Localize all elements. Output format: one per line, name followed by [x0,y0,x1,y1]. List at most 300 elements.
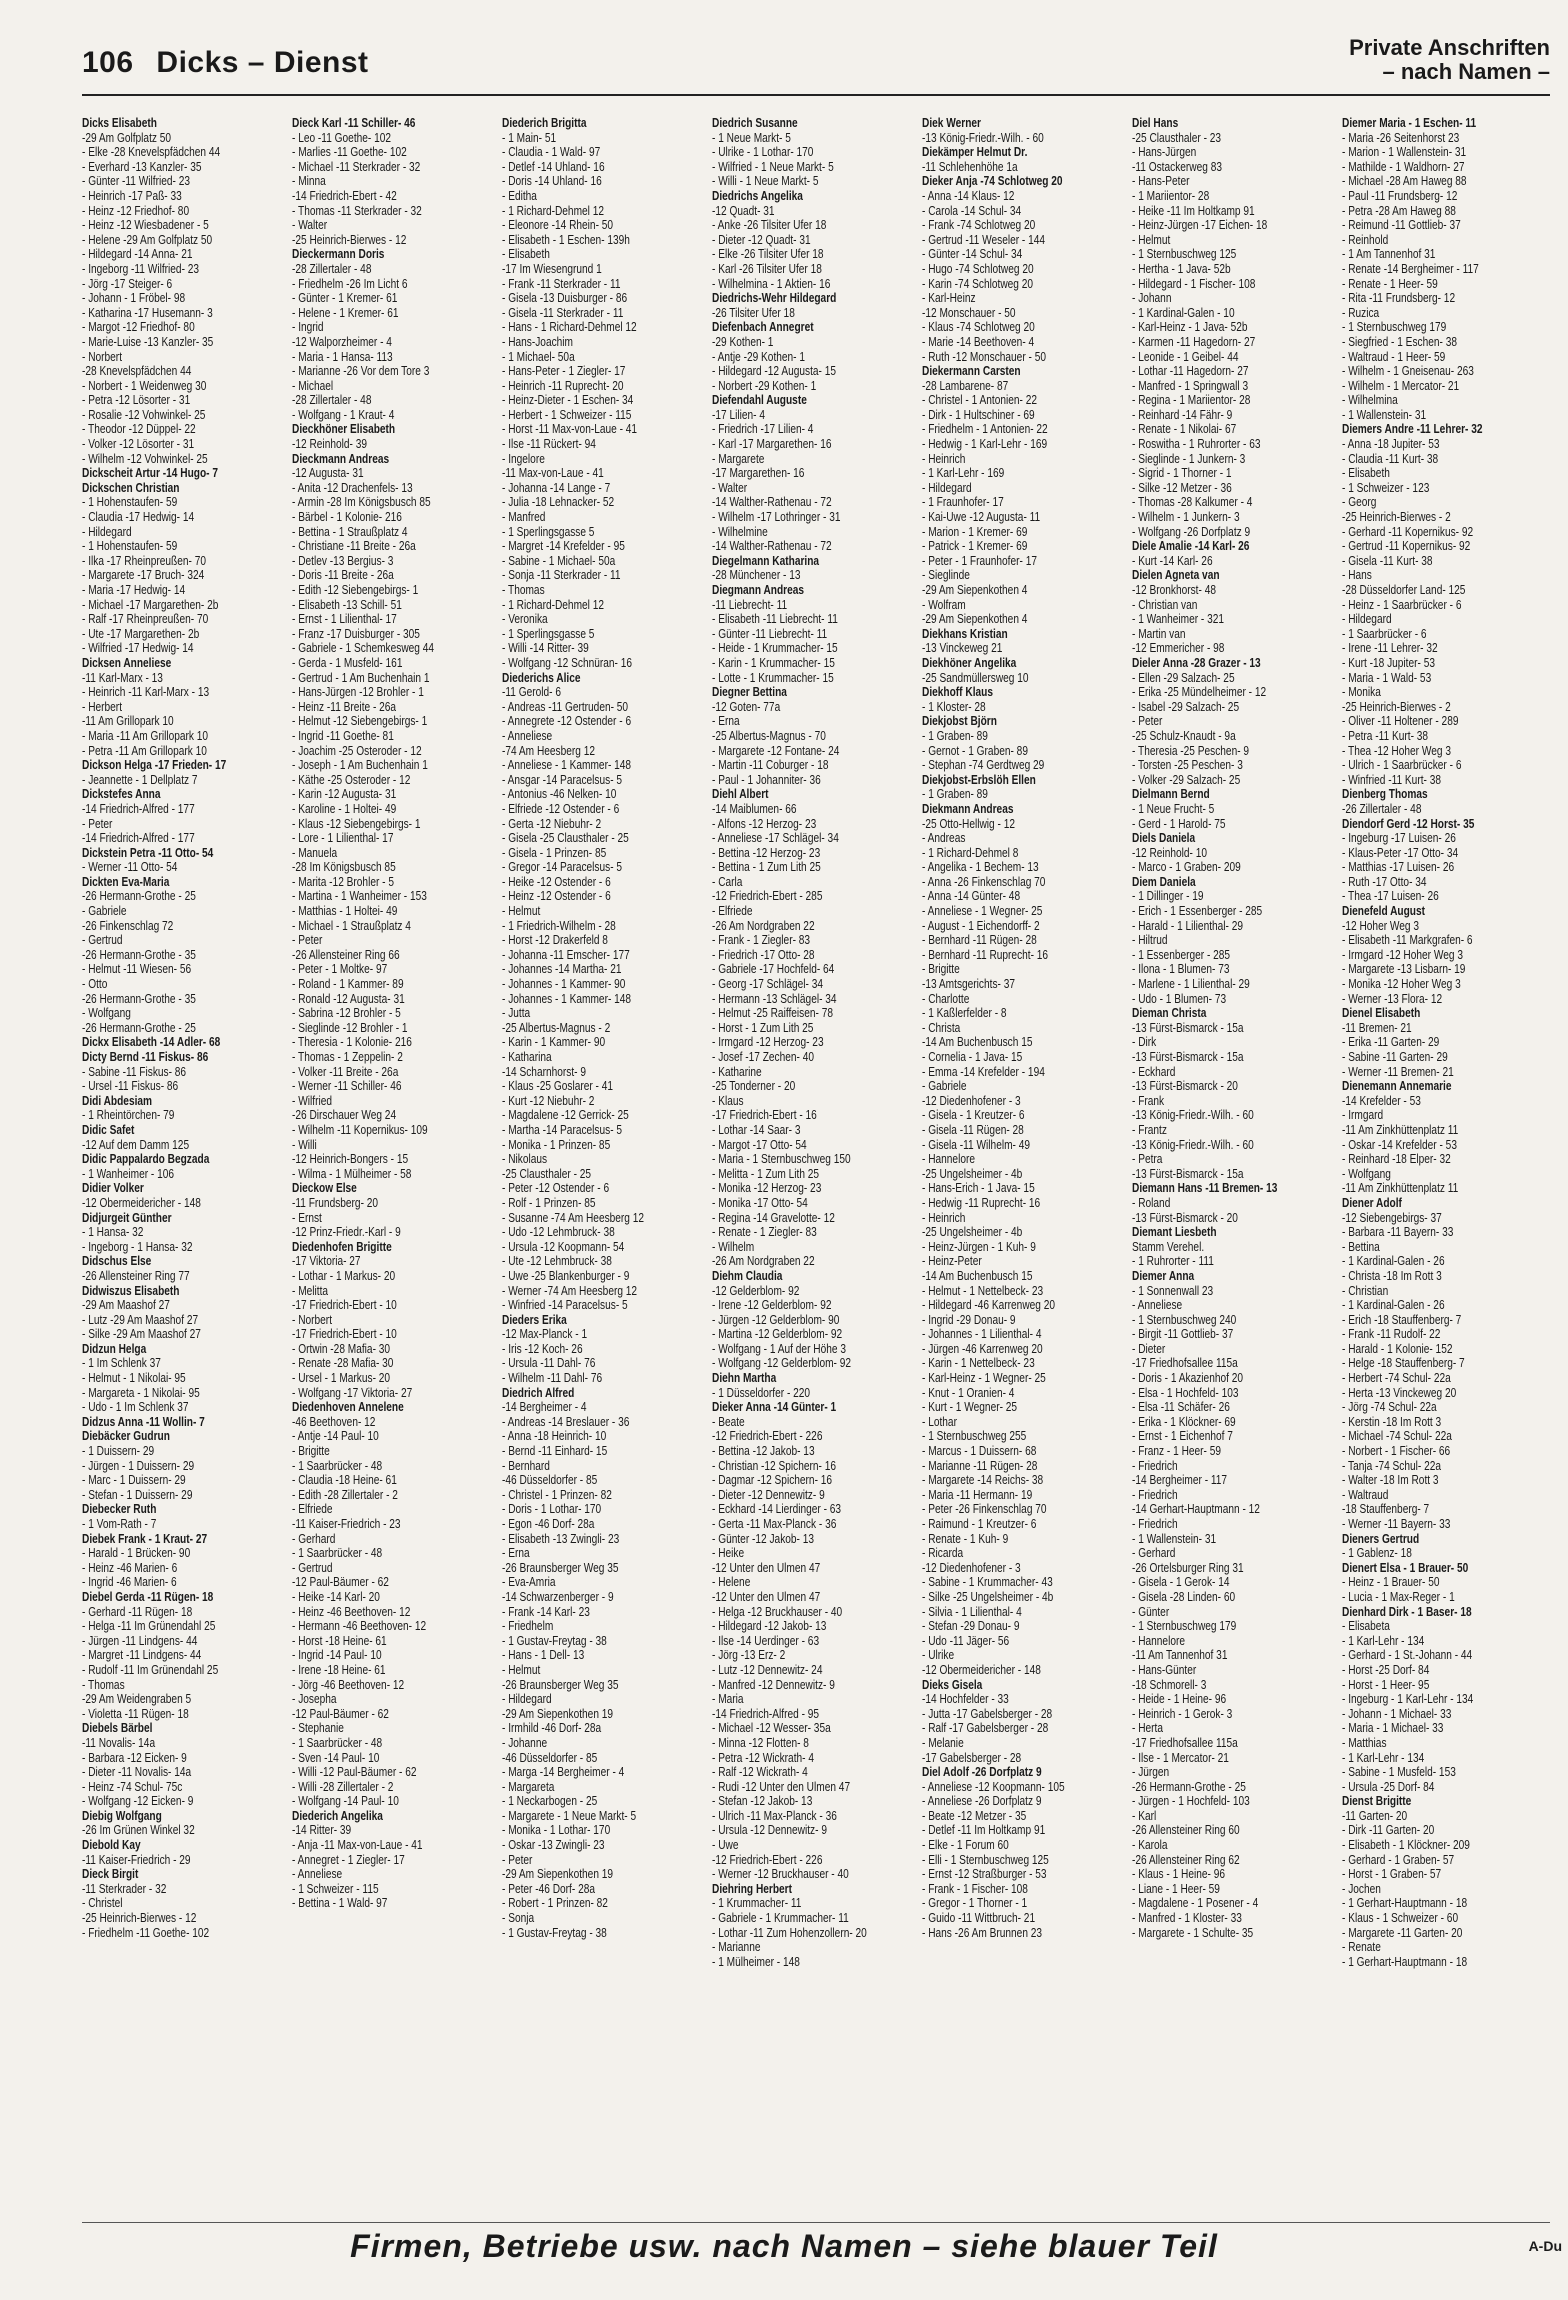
listing-entry: - Peter [502,1852,533,1867]
listing-entry: - Manfred - 1 Kloster- 33 [1132,1911,1242,1926]
listing-entry: - 1 Kardinal-Galen - 26 [1342,1298,1445,1313]
listing-entry: - Kurt - 1 Wegner- 25 [922,1400,1018,1415]
listing-entry: - Karin - 1 Kammer- 90 [502,1035,606,1050]
listing-entry: - Gerhard -11 Kopernikus- 92 [1342,524,1474,539]
listing-entry: - Werner -11 Otto- 54 [82,860,178,875]
listing-entry: - Lotte - 1 Krummacher- 15 [712,670,834,685]
listing-entry: - Wolfgang [1342,1166,1391,1181]
listing-entry: - Peter -46 Dorf- 28a [502,1881,595,1896]
listing-entry: - 1 Wallenstein- 31 [1342,407,1427,422]
footer-section-mark: A-Du [1528,2238,1562,2254]
listing-entry: - Doris -11 Breite - 26a [292,568,394,583]
listing-entry: - Ronald -12 Augusta- 31 [292,991,405,1006]
listing-entry: - Johannes - 1 Lilienthal- 4 [922,1327,1042,1342]
listing-entry: - Maria -11 Hermann- 19 [922,1487,1033,1502]
listing-entry: - Veronika [502,612,548,627]
listing-entry: - Heinz -74 Schul- 75c [82,1779,183,1794]
surname-entry: Didjurgeit Günther [82,1210,172,1225]
listing-entry: - Marita -12 Brohler - 5 [292,874,394,889]
listing-entry: - Harald - 1 Kolonie- 152 [1342,1341,1453,1356]
listing-entry: -26 Allensteiner Ring 62 [1132,1852,1240,1867]
listing-entry: - Claudia -17 Hedwig- 14 [82,510,195,525]
listing-entry: - Wilhelm -11 Kopernikus- 109 [292,1122,428,1137]
surname-entry: Didic Safet [82,1122,135,1137]
listing-entry: - Patrick - 1 Kremer- 69 [922,539,1028,554]
listing-entry: - Uwe -25 Blankenburger - 9 [502,1268,630,1283]
surname-entry: Diem Daniela [1132,874,1196,889]
listing-entry: - Frank -14 Karl- 23 [502,1604,590,1619]
listing-entry: -25 Tonderner - 20 [712,1079,796,1094]
listing-entry: - Lothar [922,1414,957,1429]
listing-entry: - Charlotte [922,991,970,1006]
listing-entry: - Georg -17 Schlägel- 34 [712,977,824,992]
surname-entry: Dieckhöner Elisabeth [292,422,396,437]
listing-entry: - Wolfgang -26 Dorfplatz 9 [1132,524,1251,539]
listing-entry: - Karl-Heinz - 1 Wegner- 25 [922,1371,1046,1386]
listing-entry: - Annegrete -12 Ostender - 6 [502,714,632,729]
listing-entry: -26 Zillertaler - 48 [1342,801,1422,816]
listing-entry: - Hannelore [1132,1633,1185,1648]
listing-entry: - Carola -14 Schul- 34 [922,203,1022,218]
listing-entry: - Martina -12 Gelderblom- 92 [712,1327,843,1342]
listing-entry: - Dirk - 1 Hultschiner - 69 [922,407,1035,422]
listing-entry: - Wilhelmina [1342,393,1398,408]
listing-entry: - Johanna -14 Lange - 7 [502,480,611,495]
listing-entry: - Jürgen -12 Gelderblom- 90 [712,1312,840,1327]
listing-entry: -29 Am Weidengraben 5 [82,1692,192,1707]
listing-entry: - Theresia - 1 Kolonie- 216 [292,1035,412,1050]
listing-entry: - Ulrike [922,1648,955,1663]
listing-entry: - Magdalene - 1 Posener - 4 [1132,1896,1259,1911]
listing-entry: -25 Clausthaler - 25 [502,1166,592,1181]
listing-entry: - Hildegard -12 Augusta- 15 [712,364,837,379]
listing-entry: -11 Frundsberg- 20 [292,1195,379,1210]
listing-entry: - Renate [1342,1940,1381,1955]
directory-columns [82,116,1548,2211]
listing-entry: - Ulrich - 1 Saarbrücker - 6 [1342,758,1462,773]
directory-column [1342,116,1546,2211]
listing-entry: - Josepha [292,1692,337,1707]
listing-entry: - Margareta - 1 Nikolai- 95 [82,1385,200,1400]
listing-entry: - Kurt -18 Jupiter- 53 [1342,655,1435,670]
listing-entry: - Klaus - 1 Schweizer - 60 [1342,1911,1459,1926]
listing-entry: - Erika - 1 Klöckner- 69 [1132,1414,1236,1429]
listing-entry: - Udo -11 Jäger- 56 [922,1633,1010,1648]
surname-entry: Diebels Bärbel [82,1721,153,1736]
listing-entry: - Anita -12 Drachenfels- 13 [292,480,413,495]
listing-entry: - Stefan -12 Jakob- 13 [712,1794,813,1809]
listing-entry: - Stephanie [292,1721,344,1736]
listing-entry: - Gabriele - 1 Krummacher- 11 [712,1911,849,1926]
listing-entry: - Karoline - 1 Holtei- 49 [292,801,397,816]
listing-entry: - Andreas -14 Breslauer - 36 [502,1414,630,1429]
listing-entry: -28 Zillertaler - 48 [292,261,372,276]
listing-entry: - Jürgen -46 Karrenweg 20 [922,1341,1043,1356]
listing-entry: - Hertha - 1 Java- 52b [1132,261,1231,276]
listing-entry: - Anneliese -17 Schlägel- 34 [712,831,839,846]
listing-entry: -12 Reinhold- 39 [292,437,367,452]
listing-entry: -14 Ritter- 39 [292,1823,352,1838]
listing-entry: - Gisela -28 Linden- 60 [1132,1589,1236,1604]
listing-entry: -12 Auf dem Damm 125 [82,1137,190,1152]
surname-entry: Didzun Helga [82,1341,147,1356]
listing-entry: - Heinz - 1 Brauer- 50 [1342,1575,1440,1590]
listing-entry: -12 Augusta- 31 [292,466,364,481]
listing-entry: - Manfred [502,510,546,525]
listing-entry: - Heinz-Jürgen -17 Eichen- 18 [1132,218,1268,233]
listing-entry: - Manuela [292,845,338,860]
listing-entry: -26 Braunsberger Weg 35 [502,1677,619,1692]
listing-entry: - 1 Kaßlerfelder - 8 [922,1006,1007,1021]
listing-entry: - Lutz -29 Am Maashof 27 [82,1312,199,1327]
listing-entry: - Johannes - 1 Kammer- 90 [502,977,626,992]
surname-entry: Dieckermann Doris [292,247,385,262]
surname-entry: Diele Amalie -14 Karl- 26 [1132,539,1250,554]
listing-entry: - Anke -26 Tilsiter Ufer 18 [712,218,827,233]
surname-entry: Dickstein Petra -11 Otto- 54 [82,845,214,860]
listing-entry: - 1 Duissern- 29 [82,1444,155,1459]
listing-entry: - Waltraud - 1 Heer- 59 [1342,349,1446,364]
surname-entry: Diehring Herbert [712,1881,793,1896]
listing-entry: - Heinz-Dieter - 1 Eschen- 34 [502,393,634,408]
listing-entry: - Elisabeth -11 Liebrecht- 11 [712,612,838,627]
listing-entry: - Willi - 1 Neue Markt- 5 [712,174,819,189]
listing-entry: -12 Obermeidericher - 148 [922,1662,1041,1677]
listing-entry: -13 Fürst-Bismarck - 20 [1132,1210,1238,1225]
listing-entry: - Gisela - 1 Gerok- 14 [1132,1575,1230,1590]
listing-entry: - Marlies -11 Goethe- 102 [292,145,407,160]
listing-entry: - Klaus - 1 Heine- 96 [1132,1867,1226,1882]
listing-entry: - Melitta [292,1283,329,1298]
listing-entry: - Joachim -25 Osteroder - 12 [292,743,422,758]
listing-entry: - Hildegard [502,1692,552,1707]
listing-entry: - 1 Hohenstaufen- 59 [82,495,178,510]
surname-entry: Dieners Gertrud [1342,1531,1420,1546]
listing-entry: - 1 Gerhart-Hauptmann - 18 [1342,1896,1468,1911]
listing-entry: - Gertrud [292,1560,333,1575]
listing-entry: - Günter -11 Wilfried- 23 [82,174,191,189]
listing-entry: - Heinz -46 Marien- 6 [82,1560,178,1575]
surname-entry: Diekämper Helmut Dr. [922,145,1028,160]
listing-entry: -14 Bergheimer - 4 [502,1400,587,1415]
listing-entry: - 1 Schweizer - 115 [292,1881,379,1896]
listing-entry: - Armin -28 Im Königsbusch 85 [292,495,431,510]
listing-entry: - Sigrid - 1 Thorner - 1 [1132,466,1232,481]
listing-entry: -26 Am Nordgraben 22 [712,918,815,933]
listing-entry: - Renate - 1 Nikolai- 67 [1132,422,1237,437]
listing-entry: - Ursel -11 Fiskus- 86 [82,1079,179,1094]
listing-entry: - Monika -17 Otto- 54 [712,1195,808,1210]
listing-entry: - 1 Sternbuschweg 179 [1342,320,1447,335]
listing-entry: - Oliver -11 Holtener - 289 [1342,714,1459,729]
listing-entry: - Jürgen - 1 Hochfeld- 103 [1132,1794,1250,1809]
surname-entry: Diefenbach Annegret [712,320,814,335]
listing-entry: - Stefan -29 Donau- 9 [922,1619,1020,1634]
listing-entry: - Anneliese [502,728,553,743]
listing-entry: -13 König-Friedr.-Wilh. - 60 [922,130,1044,145]
listing-entry: -12 Unter den Ulmen 47 [712,1560,821,1575]
listing-entry: - Irene -11 Lehrer- 32 [1342,641,1438,656]
listing-entry: -26 Am Nordgraben 22 [712,1254,815,1269]
listing-entry: - 1 Gerhart-Hauptmann - 18 [1342,1954,1468,1969]
listing-entry: - Angelika - 1 Bechem- 13 [922,860,1039,875]
listing-entry: - Rosalie -12 Vohwinkel- 25 [82,407,206,422]
listing-entry: - Andreas -11 Gertruden- 50 [502,699,629,714]
listing-entry: - Hermann -13 Schlägel- 34 [712,991,837,1006]
listing-entry: - Iris -12 Koch- 26 [502,1341,583,1356]
listing-entry: - Kurt -12 Niebuhr- 2 [502,1093,595,1108]
listing-entry: - Gabriele [82,904,127,919]
listing-entry: - Marco - 1 Graben- 209 [1132,860,1241,875]
listing-entry: - Jürgen [1132,1765,1170,1780]
listing-entry: - Thomas -11 Sterkrader - 32 [292,203,422,218]
surname-entry: Diemer Anna [1132,1268,1195,1283]
listing-entry: - Wilhelm -11 Dahl- 76 [502,1371,603,1386]
listing-entry: -11 Gerold- 6 [502,685,561,700]
listing-entry: - Anneliese [1132,1298,1183,1313]
surname-entry: Diehl Albert [712,787,769,802]
listing-entry: - Theodor -12 Düppel- 22 [82,422,196,437]
listing-entry: - 1 Gustav-Freytag - 38 [502,1925,607,1940]
surname-entry: Diemer Maria - 1 Eschen- 11 [1342,116,1477,130]
listing-entry: - Gernot - 1 Graben- 89 [922,743,1028,758]
listing-entry: - Irmhild -46 Dorf- 28a [502,1721,602,1736]
listing-entry: - Heinrich [922,451,966,466]
listing-entry: Stamm Verehel. [1132,1239,1205,1254]
listing-entry: -13 Fürst-Bismarck - 15a [1132,1020,1244,1035]
listing-entry: - Reinhard -18 Elper- 32 [1342,1152,1451,1167]
listing-entry: - 1 Richard-Dehmel 8 [922,845,1019,860]
listing-entry: - Winfried -11 Kurt- 38 [1342,772,1441,787]
listing-entry: -29 Am Golfplatz 50 [82,130,172,145]
listing-entry: - Willi -14 Ritter- 39 [502,641,589,656]
listing-entry: - Ilse -11 Rückert- 94 [502,437,596,452]
surname-entry: Dienst Brigitte [1342,1794,1412,1809]
listing-entry: -26 Hermann-Grothe - 25 [82,889,196,904]
listing-entry: - Peter -26 Finkenschlag 70 [922,1502,1047,1517]
listing-entry: - Heinz-Peter [922,1254,982,1269]
listing-entry: - Monika - 1 Prinzen- 85 [502,1137,611,1152]
listing-entry: - 1 Wallenstein- 31 [1132,1531,1217,1546]
listing-entry: - Jochen [1342,1881,1381,1896]
listing-entry: - Gisela - 1 Prinzen- 85 [502,845,607,860]
listing-entry: - Silke -25 Ungelsheimer - 4b [922,1589,1054,1604]
listing-entry: - Hans-Günter [1132,1662,1197,1677]
surname-entry: Dielmann Bernd [1132,787,1210,802]
listing-entry: - Monika - 1 Lothar- 170 [502,1823,611,1838]
listing-entry: - Birgit -11 Gottlieb- 37 [1132,1327,1234,1342]
listing-entry: - Harald - 1 Lilienthal- 29 [1132,918,1244,933]
listing-entry: -26 Ortelsburger Ring 31 [1132,1560,1244,1575]
surname-entry: Diebecker Ruth [82,1502,157,1517]
listing-entry: - Oskar -13 Zwingli- 23 [502,1838,605,1853]
listing-entry: - Anneliese [292,1867,343,1882]
listing-entry: -11 Sterkrader - 32 [82,1881,167,1896]
listing-entry: -29 Am Siepenkothen 19 [502,1706,614,1721]
listing-entry: -12 Friedrich-Ebert - 285 [712,889,823,904]
listing-entry: - Gertrud -11 Weseler - 144 [922,232,1046,247]
listing-entry: - Anja -11 Max-von-Laue - 41 [292,1838,423,1853]
listing-entry: -25 Ungelsheimer - 4b [922,1166,1023,1181]
listing-entry: - Jeannette - 1 Dellplatz 7 [82,772,198,787]
listing-entry: - Silke -12 Metzer - 36 [1132,480,1232,495]
listing-entry: - Marga -14 Bergheimer - 4 [502,1765,625,1780]
listing-entry: - Frank - 1 Fischer- 108 [922,1881,1028,1896]
listing-entry: - Ralf -12 Wickrath- 4 [712,1765,808,1780]
listing-entry: -14 Gerhart-Hauptmann - 12 [1132,1502,1260,1517]
listing-entry: - Roland - 1 Kammer- 89 [292,977,404,992]
listing-entry: - Helene - 1 Kremer- 61 [292,305,399,320]
surname-entry: Diederich Brigitta [502,116,587,130]
listing-entry: - Stephan -74 Gerdtweg 29 [922,758,1045,773]
listing-entry: - Ingrid -46 Marien- 6 [82,1575,177,1590]
listing-entry: - Martin van [1132,626,1186,641]
listing-entry: -12 Monschauer - 50 [922,305,1016,320]
listing-entry: - Sabrina -12 Brohler - 5 [292,1006,401,1021]
surname-entry: Dieders Erika [502,1312,567,1327]
listing-entry: - 1 Mülheimer - 148 [712,1954,800,1969]
listing-entry: -18 Schmorell- 3 [1132,1677,1207,1692]
surname-entry: Didwiszus Elisabeth [82,1283,180,1298]
listing-entry: - Wilhelm -17 Lothringer - 31 [712,510,841,525]
page-heading [82,46,369,80]
listing-entry: -12 Diedenhofener - 3 [922,1093,1021,1108]
listing-entry: - Gisela -25 Clausthaler - 25 [502,831,629,846]
listing-entry: - Herbert - 1 Schweizer - 115 [502,407,632,422]
surname-entry: Diemann Hans -11 Bremen- 13 [1132,1181,1278,1196]
listing-entry: - Hans-Jürgen [1132,145,1197,160]
listing-entry: - Wilhelmine [712,524,768,539]
listing-entry: - Dieter [1132,1341,1166,1356]
listing-entry: - Willi -28 Zillertaler - 2 [292,1779,394,1794]
listing-entry: - 1 Saarbrücker - 6 [1342,626,1427,641]
listing-entry: - Jutta [502,1006,531,1021]
listing-entry: - August - 1 Eichendorff- 2 [922,918,1040,933]
listing-entry: - 1 Kloster- 28 [922,699,986,714]
listing-entry: - Heike [712,1546,745,1561]
listing-entry: - Rudi -12 Unter den Ulmen 47 [712,1779,851,1794]
listing-entry: - Roland [1132,1195,1171,1210]
listing-entry: - 1 Vom-Rath - 7 [82,1517,157,1531]
listing-entry: - Hildegard - 1 Fischer- 108 [1132,276,1256,291]
listing-entry: - Ralf -17 Rheinpreußen- 70 [82,612,209,627]
listing-entry: - Marlene - 1 Lilienthal- 29 [1132,977,1250,992]
listing-entry: - Marianne [712,1940,761,1955]
surname-entry: Didzus Anna -11 Wollin- 7 [82,1414,205,1429]
listing-entry: -14 Friedrich-Alfred - 177 [82,831,195,846]
listing-entry: - Martin -11 Coburger - 18 [712,758,829,773]
listing-entry: - Editha [502,188,537,203]
listing-entry: - 1 Saarbrücker - 48 [292,1546,383,1561]
listing-entry: -11 Garten- 20 [1342,1808,1408,1823]
listing-entry: - Claudia - 1 Wald- 97 [502,145,601,160]
listing-entry: -17 Friedrich-Ebert - 10 [292,1327,397,1342]
listing-entry: - Elsa -11 Schäfer- 26 [1132,1400,1230,1415]
listing-entry: - 1 Dillinger - 19 [1132,889,1204,904]
listing-entry: - Tanja -74 Schul- 22a [1342,1458,1442,1473]
listing-entry: - Heike -11 Im Holtkamp 91 [1132,203,1255,218]
listing-entry: - Heinz -12 Ostender - 6 [502,889,611,904]
listing-entry: -14 Schwarzenberger - 9 [502,1589,614,1604]
listing-entry: -12 Prinz-Friedr.-Karl - 9 [292,1225,401,1240]
listing-entry: - 1 Wanheimer - 321 [1132,612,1225,627]
listing-entry: -14 Friedrich-Alfred - 177 [82,801,195,816]
listing-entry: - Ingrid -14 Paul- 10 [292,1648,382,1663]
listing-entry: - Hildegard -14 Anna- 21 [82,247,193,262]
listing-entry: -13 Fürst-Bismarck - 20 [1132,1079,1238,1094]
listing-entry: - Minna [292,174,326,189]
listing-entry: -12 Paul-Bäumer - 62 [292,1706,389,1721]
listing-entry: - Hans-Jürgen -12 Brohler - 1 [292,685,424,700]
listing-entry: - Karin - 1 Krummacher- 15 [712,655,835,670]
listing-entry: - Günter -11 Liebrecht- 11 [712,626,828,641]
listing-entry: - Oskar -14 Krefelder - 53 [1342,1137,1457,1152]
listing-entry: - Helmut -11 Wiesen- 56 [82,962,192,977]
listing-entry: -26 Hermann-Grothe - 35 [82,947,196,962]
surname-entry: Diegner Bettina [712,685,787,700]
listing-entry: - Ingelore [502,451,545,466]
listing-entry: - Andreas [922,831,966,846]
surname-entry: Diel Adolf -26 Dorfplatz 9 [922,1765,1042,1780]
surname-entry: Dieman Christa [1132,1006,1207,1021]
listing-entry: - Michael -11 Sterkrader - 32 [292,159,421,174]
listing-entry: - Walter -18 Im Rott 3 [1342,1473,1439,1488]
listing-entry: - Karin - 1 Nettelbeck- 23 [922,1356,1035,1371]
listing-entry: - Udo -12 Lehmbruck- 38 [502,1225,615,1240]
listing-entry: - Lothar - 1 Markus- 20 [292,1268,396,1283]
listing-entry: - Maria [712,1692,744,1707]
name-range: Dicks – Dienst [156,46,369,79]
listing-entry: - Doris -14 Uhland- 16 [502,174,602,189]
listing-entry: - Irene -18 Heine- 61 [292,1662,386,1677]
surname-entry: Dieker Anna -14 Günter- 1 [712,1400,837,1415]
listing-entry: - Wolfram [922,597,966,612]
surname-entry: Dienhard Dirk - 1 Baser- 18 [1342,1604,1472,1619]
listing-entry: - Manfred -12 Dennewitz- 9 [712,1677,835,1692]
listing-entry: -12 Unter den Ulmen 47 [712,1589,821,1604]
listing-entry: -12 Heinrich-Bongers - 15 [292,1152,409,1167]
listing-entry: - Helene -29 Am Golfplatz 50 [82,232,213,247]
listing-entry: - Eckhard -14 Lierdinger - 63 [712,1502,842,1517]
listing-entry: - Margot -12 Friedhof- 80 [82,320,195,335]
listing-entry: - Gisela -11 Rügen- 28 [922,1122,1024,1137]
listing-entry: - Katharina [502,1050,552,1064]
listing-entry: - Siegfried - 1 Eschen- 38 [1342,334,1457,349]
listing-entry: - Heinrich -11 Karl-Marx - 13 [82,685,210,700]
listing-entry: - Petra [1132,1152,1163,1167]
listing-entry: - Jörg -17 Steiger- 6 [82,276,173,291]
listing-entry: - Günter -12 Jakob- 13 [712,1531,815,1546]
listing-entry: - Hedwig -11 Ruprecht- 16 [922,1195,1041,1210]
listing-entry: - Sabine - 1 Krummacher- 43 [922,1575,1053,1590]
listing-entry: - Katharina -17 Husemann- 3 [82,305,213,320]
listing-entry: - Maria - 1 Sternbuschweg 150 [712,1152,851,1167]
listing-entry: -11 Bremen- 21 [1342,1020,1412,1035]
listing-entry: - Minna -12 Flotten- 8 [712,1735,809,1750]
listing-entry: - Mathilde - 1 Waldhorn- 27 [1342,159,1465,174]
listing-entry: - Hiltrud [1132,933,1168,948]
listing-entry: - Guido -11 Wittbruch- 21 [922,1911,1036,1926]
listing-entry: - Otto [82,977,108,992]
listing-entry: - Gisela -13 Duisburger - 86 [502,291,628,306]
listing-entry: - Ernst [292,1210,322,1225]
listing-entry: -25 Heinrich-Bierwes - 2 [1342,699,1451,714]
listing-entry: - Beate -12 Metzer - 35 [922,1808,1027,1823]
listing-entry: - Frank [1132,1093,1165,1108]
listing-entry: - Bettina -12 Jakob- 13 [712,1444,815,1459]
listing-entry: - Werner -11 Bremen- 21 [1342,1064,1454,1079]
surname-entry: Dicksen Anneliese [82,655,172,670]
